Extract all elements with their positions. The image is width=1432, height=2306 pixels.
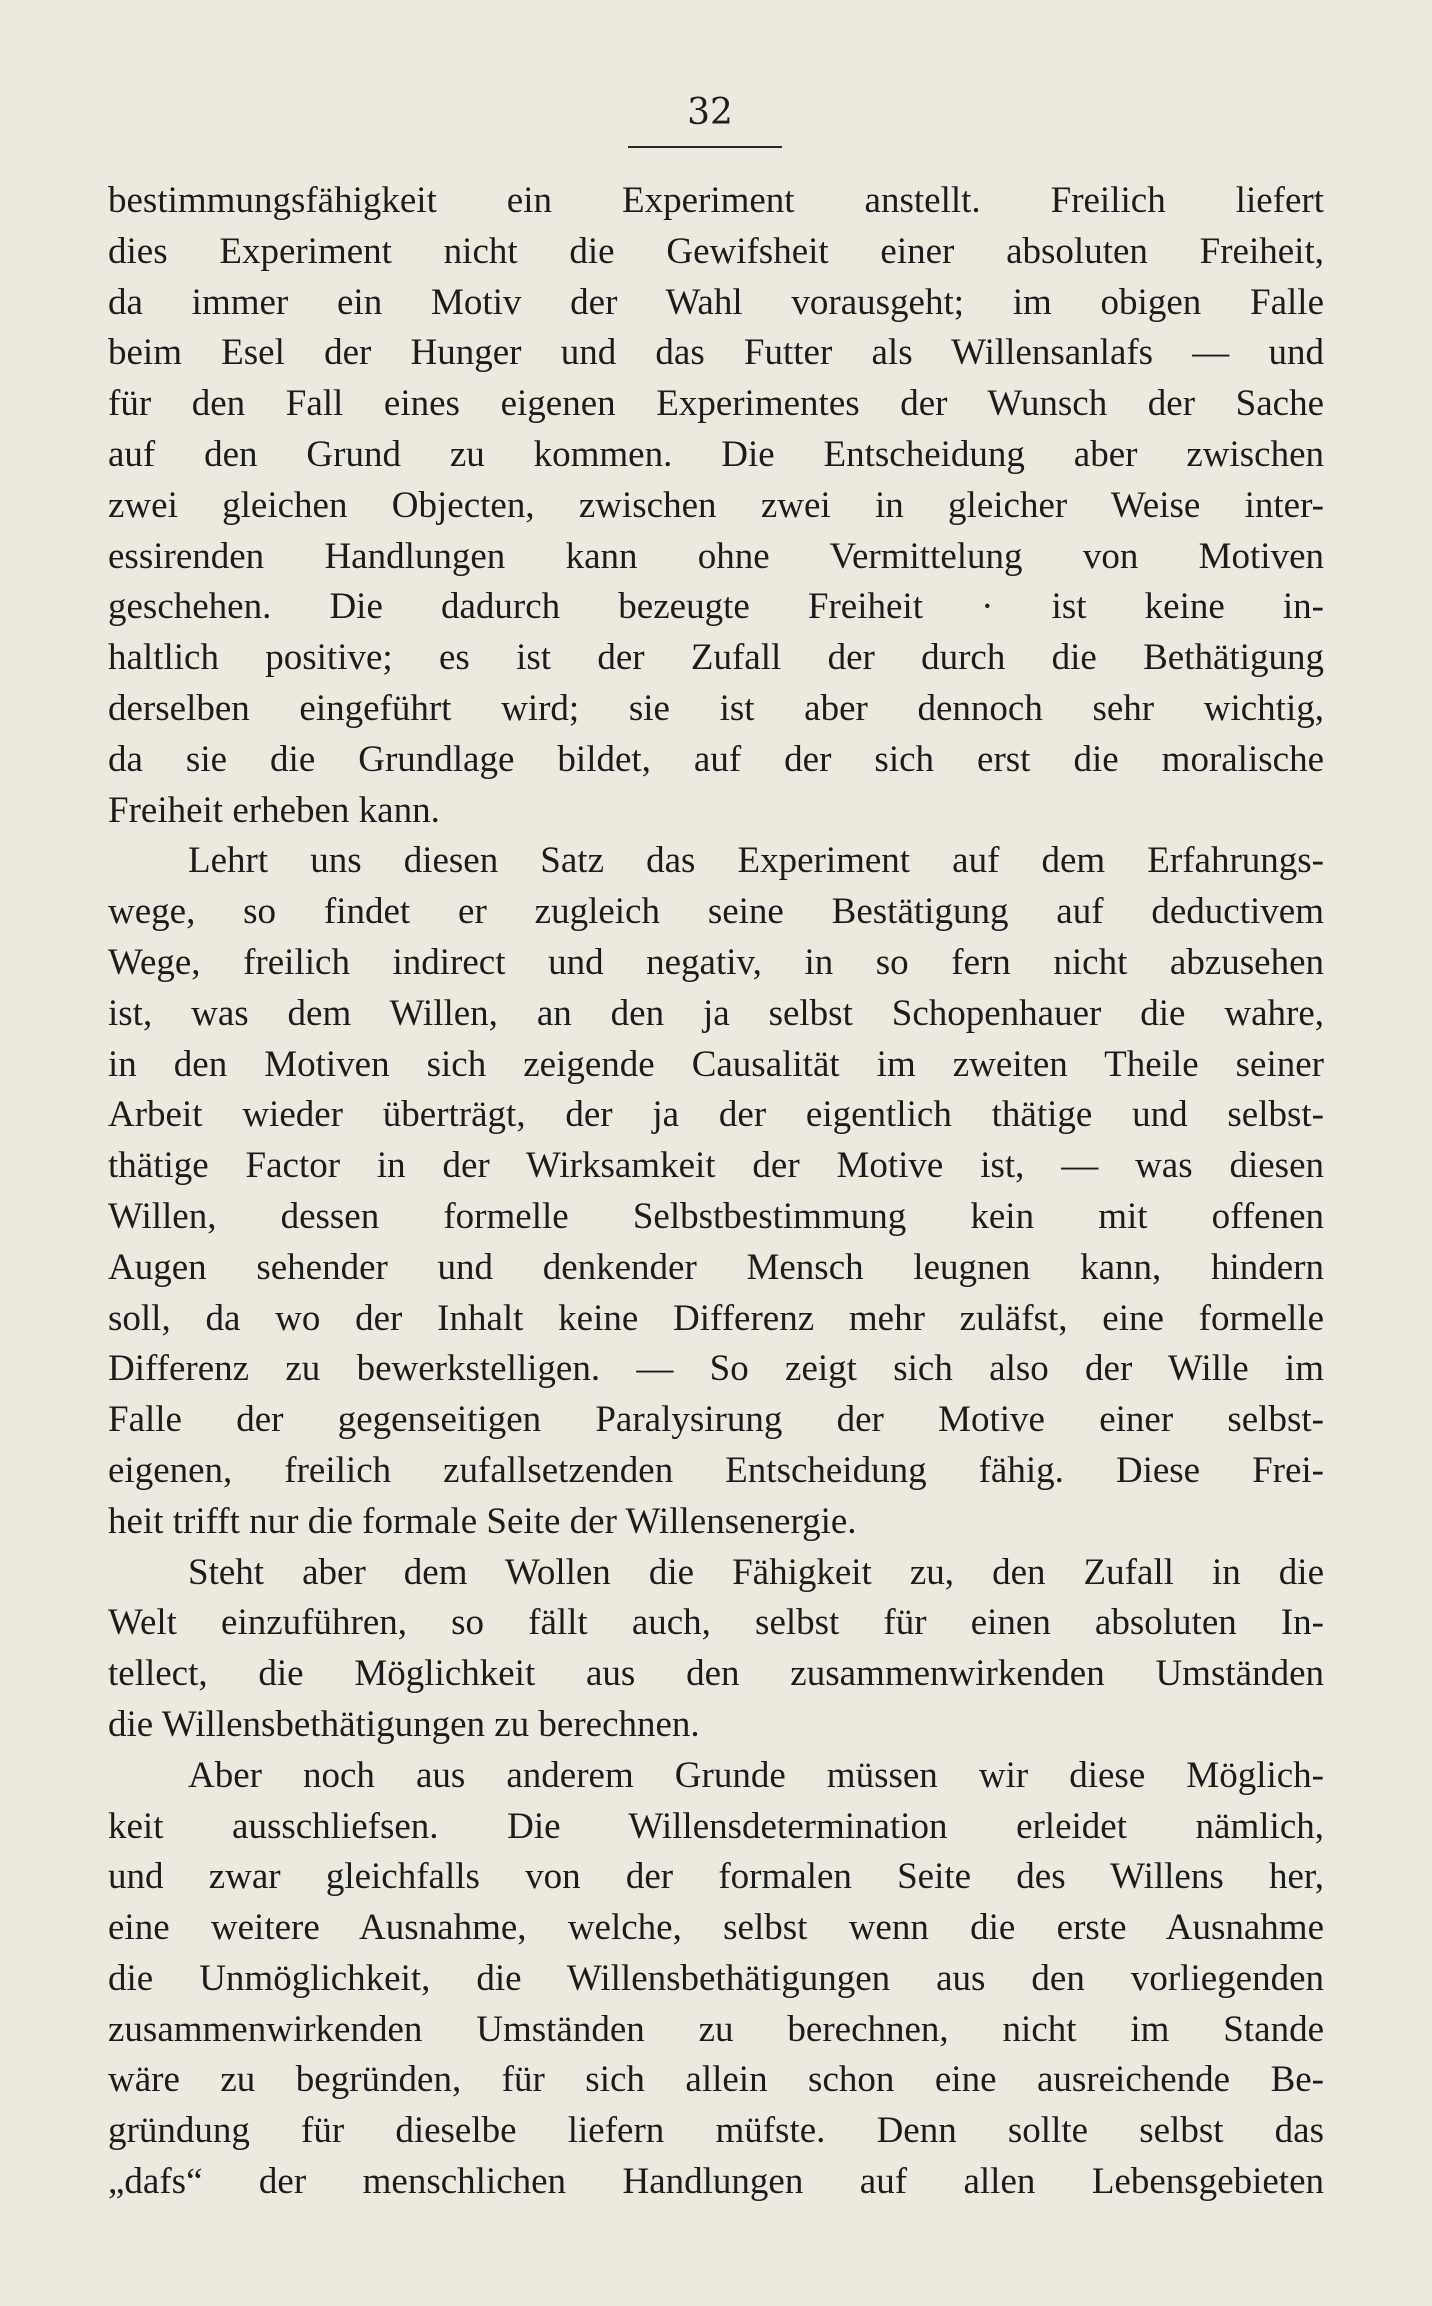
body-text [108, 176, 1324, 2208]
text-line: in den Motiven sich zeigende Causalität im zweiten Theile seiner [108, 1043, 1324, 1085]
text-line: Arbeit wieder überträgt, der ja der eigentlich thätige und selbst- [108, 1094, 1324, 1136]
text-line: geschehen. Die dadurch bezeugte Freiheit · ist keine in- [108, 586, 1324, 628]
text-line: essirenden Handlungen kann ohne Vermittelung von Motiven [108, 535, 1324, 577]
text-line: wäre zu begründen, für sich allein schon eine ausreichende Be- [108, 2059, 1324, 2101]
text-line: tellect, die Möglichkeit aus den zusammenwirkenden Umständen [108, 1653, 1324, 1695]
text-line: Aber noch aus anderem Grunde müssen wir diese Möglich- [188, 1754, 1324, 1796]
text-line: die Unmöglichkeit, die Willensbethätigungen aus den vorliegenden [108, 1957, 1324, 1999]
text-line: soll, da wo der Inhalt keine Differenz mehr zuläfst, eine formelle [108, 1297, 1324, 1339]
text-line: beim Esel der Hunger und das Futter als Willensanlafs — und [108, 332, 1324, 374]
page-number: 32 [687, 92, 733, 133]
text-line: Differenz zu bewerkstelligen. — So zeigt sich also der Wille im [108, 1348, 1324, 1390]
text-line: da sie die Grundlage bildet, auf der sich erst die moralische [108, 738, 1324, 780]
header-rule [628, 146, 782, 148]
text-line: Willen, dessen formelle Selbstbestimmung kein mit offenen [108, 1195, 1324, 1237]
text-line: ist, was dem Willen, an den ja selbst Schopenhauer die wahre, [108, 992, 1324, 1034]
text-line: keit ausschliefsen. Die Willensdetermination erleidet nämlich, [108, 1805, 1324, 1847]
text-line: und zwar gleichfalls von der formalen Seite des Willens her, [108, 1856, 1324, 1898]
text-line: zusammenwirkenden Umständen zu berechnen, nicht im Stande [108, 2008, 1324, 2050]
text-line: bestimmungsfähigkeit ein Experiment anstellt. Freilich liefert [108, 180, 1324, 221]
text-line: Freiheit erheben kann. [108, 789, 440, 831]
text-line: Falle der gegenseitigen Paralysirung der Motive einer selbst- [108, 1399, 1324, 1441]
text-line: dies Experiment nicht die Gewifsheit einer absoluten Freiheit, [108, 230, 1324, 272]
text-line: thätige Factor in der Wirksamkeit der Motive ist, — was diesen [108, 1145, 1324, 1187]
text-line: Lehrt uns diesen Satz das Experiment auf dem Erfahrungs- [188, 840, 1324, 882]
text-line: gründung für dieselbe liefern müfste. Denn sollte selbst das [108, 2110, 1324, 2152]
text-line: eigenen, freilich zufallsetzenden Entscheidung fähig. Diese Frei- [108, 1449, 1324, 1491]
text-line: heit trifft nur die formale Seite der Willensenergie. [108, 1500, 857, 1542]
text-line: „dafs“ der menschlichen Handlungen auf allen Lebensgebieten [108, 2161, 1324, 2203]
text-line: wege, so findet er zugleich seine Bestätigung auf deductivem [108, 891, 1324, 933]
text-line: für den Fall eines eigenen Experimentes der Wunsch der Sache [108, 383, 1324, 425]
text-line: die Willensbethätigungen zu berechnen. [108, 1703, 700, 1745]
text-line: derselben eingeführt wird; sie ist aber dennoch sehr wichtig, [108, 687, 1324, 729]
text-line: eine weitere Ausnahme, welche, selbst wenn die erste Ausnahme [108, 1907, 1324, 1949]
text-line: Welt einzuführen, so fällt auch, selbst für einen absoluten In- [108, 1602, 1324, 1644]
text-line: haltlich positive; es ist der Zufall der durch die Bethätigung [108, 637, 1324, 679]
text-line: zwei gleichen Objecten, zwischen zwei in gleicher Weise inter- [108, 484, 1324, 526]
text-line: auf den Grund zu kommen. Die Entscheidung aber zwischen [108, 433, 1324, 475]
text-line: Augen sehender und denkender Mensch leugnen kann, hindern [108, 1246, 1324, 1288]
text-line: da immer ein Motiv der Wahl vorausgeht; im obigen Falle [108, 281, 1324, 323]
text-line: Steht aber dem Wollen die Fähigkeit zu, den Zufall in die [188, 1551, 1324, 1593]
text-line: Wege, freilich indirect und negativ, in so fern nicht abzusehen [108, 941, 1324, 983]
